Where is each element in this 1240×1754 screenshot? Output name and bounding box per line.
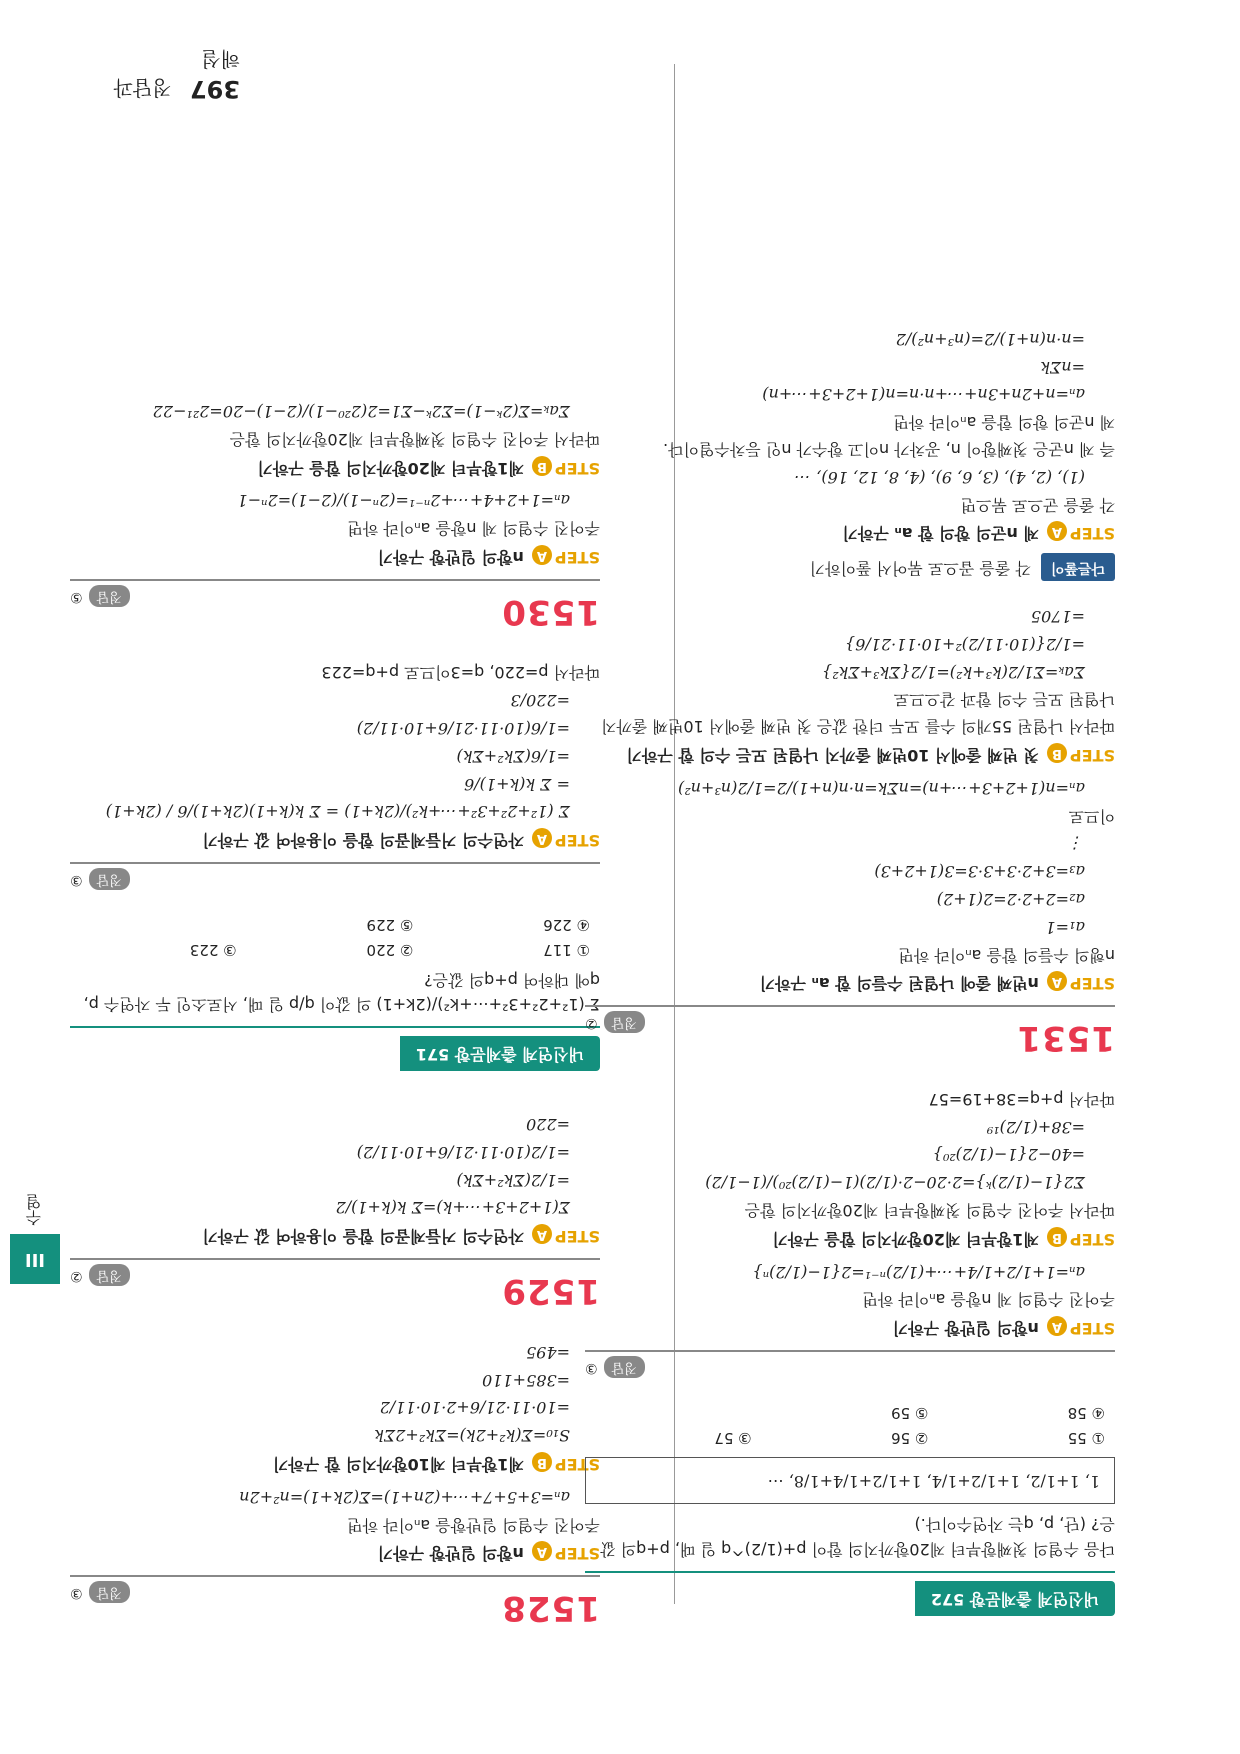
problem-1529	[70, 1111, 600, 1317]
solution-line: 나열된 모든 수의 합과 같으므로	[893, 690, 1115, 710]
solution-line: 따라서 주어진 수열의 첫째항부터 제20항까지의 합은	[744, 1200, 1115, 1220]
solution-line: =1705	[1030, 606, 1085, 626]
problem-1528	[70, 1339, 600, 1634]
solution-line: 주어진 수열의 제 n항을 aₙ이라 하면	[862, 1290, 1115, 1310]
page-number: 397	[189, 75, 240, 103]
solution-line: =n·n(n+1)/2=(n³+n²)/2	[895, 329, 1085, 349]
solution-line: 즉 제 n군은 첫째항이 n, 공차가 n이고 항수가 n인 등차수열이다.	[663, 440, 1115, 460]
alternative-solution	[585, 326, 1115, 581]
step-a: STEPAn번째 줄에 나열된 수들의 합 aₙ 구하기	[585, 971, 1115, 996]
problem-number: 1528	[501, 1588, 600, 1628]
page-header	[90, 46, 240, 104]
step-a: STEPA제 n군의 항의 합 aₙ 구하기	[585, 521, 1115, 546]
solution-line: aₙ=n+2n+3n+⋯+n·n=n(1+2+3+⋯+n)	[762, 385, 1085, 405]
problem-header	[70, 862, 600, 890]
step-a: STEPA자연수의 거듭제곱의 합을 이용하여 값 구하기	[70, 827, 600, 852]
solution-line: =220	[526, 1115, 570, 1135]
solution-line: =385+110	[482, 1370, 570, 1390]
solution-line: Σaₖ=Σ1/2(k³+k²)=1/2{Σk³+Σk²}	[821, 662, 1085, 682]
step-b: STEPB첫 번째 줄에서 10번째 줄까지 나열된 모든 수의 합 구하기	[585, 742, 1115, 767]
solution-line: Σ(1+2+3+⋯+k)=Σ k(k+1)/2	[335, 1198, 570, 1218]
step-b: STEPB제1항부터 제10항까지의 합 구하기	[70, 1451, 600, 1476]
solution-line: 따라서 p=220, q=3이므로 p+q=223	[321, 663, 600, 683]
answer: 정답②	[585, 1011, 645, 1033]
solution-line: 주어진 수열의 제 n항을 aₙ이라 하면	[347, 519, 600, 539]
linked-problem-banner: 내신연계 출제문항 572	[915, 1581, 1115, 1616]
choices	[70, 912, 590, 961]
step-a: STEPAn항의 일반항 구하기	[585, 1315, 1115, 1340]
choice: ⑤ 59	[891, 1403, 929, 1422]
problem-1531	[585, 603, 1115, 1064]
problem-1530	[70, 398, 600, 637]
solution-line: 따라서 p+q=38+19=57	[928, 1089, 1115, 1109]
answer: 정답②	[70, 1264, 130, 1286]
solution-line: =1/6(10·11·21/6+10·11/2)	[356, 719, 570, 739]
solution-line: a₂=2+2·2=2(1+2)	[936, 889, 1085, 909]
solution-line: =38+(1/2)¹⁹	[986, 1117, 1085, 1137]
solution-line: Σaₖ=Σ(2ᵏ−1)=Σ2ᵏ−Σ1=2(2²⁰−1)/(2−1)−20=2²¹−22	[152, 401, 570, 421]
solution-line: =1/2(10·11·21/6+10·11/2)	[356, 1142, 570, 1162]
problem-number: 1529	[501, 1270, 600, 1311]
solution-line: Σ (1²+2²+3²+⋯+k²)/(2k+1) = Σ k(k+1)(2k+1)/6 / (2k+1)	[105, 802, 570, 822]
solution-line: aₙ=n(1+2+3+⋯+n)=nΣk=n·n(n+1)/2=1/2(n³+n²)	[678, 778, 1085, 798]
solution-line: 각 줄을 군으로 묶으면	[960, 495, 1115, 515]
choice: ③ 223	[189, 940, 237, 959]
solution-line: Σ2{1−(1/2)ᵏ}=2·20−2·(1/2)(1−(1/2)²⁰)/(1−1/2)	[705, 1173, 1085, 1193]
answer: 정답⑤	[70, 585, 130, 607]
solution-line: =10·11·21/6+2·10·11/2	[379, 1398, 570, 1418]
choice: ② 220	[366, 940, 414, 959]
step-b: STEPB제1항부터 제20항까지의 합을 구하기	[70, 455, 600, 480]
solution-line: 따라서 주어진 수열의 첫째항부터 제20항까지의 합은	[229, 429, 600, 449]
solution-line: 제 n군의 항의 합을 aₙ이라 하면	[893, 413, 1115, 433]
step-b: STEPB제1항부터 제20항까지의 합을 구하기	[585, 1226, 1115, 1251]
chapter-number: III	[10, 1234, 60, 1284]
problem-header	[70, 579, 600, 638]
answer: 정답③	[70, 868, 130, 890]
linked-solution-572	[585, 1086, 1115, 1378]
choice: ⑤ 229	[366, 915, 414, 934]
solution-line: 주어진 수열의 일반항을 aₙ이라 하면	[347, 1515, 600, 1535]
section-title: 정답과 해설	[113, 47, 240, 100]
linked-problem-571	[70, 912, 600, 1089]
solution-line: ⋮	[1069, 834, 1085, 854]
solution-line: S₁₀=Σ(k²+2k)=Σk²+2Σk	[374, 1426, 570, 1446]
problem-header	[70, 1258, 600, 1317]
solution-line: aₙ=3+5+7+⋯+(2n+1)=Σ(2k+1)=n²+2n	[239, 1487, 570, 1507]
solution-line: aₙ=1+1/2+1/4+⋯+(1/2)ⁿ⁻¹=2{1−(1/2)ⁿ}	[752, 1262, 1085, 1282]
right-column	[70, 376, 600, 1634]
solution-line: =495	[526, 1342, 570, 1362]
chapter-tab	[0, 1154, 60, 1284]
problem-number: 1530	[501, 591, 600, 632]
linked-problem-572	[585, 1400, 1115, 1634]
choice: ④ 226	[543, 915, 590, 934]
step-a: STEPAn항의 일반항 구하기	[70, 544, 600, 569]
step-a: STEPAn항의 일반항 구하기	[70, 1541, 600, 1566]
choices	[585, 1400, 1105, 1449]
solution-line: =nΣk	[1040, 357, 1085, 377]
answer: 정답③	[70, 1581, 130, 1603]
left-column	[585, 304, 1115, 1634]
solution-line: 이므로	[1068, 806, 1115, 826]
problem-number: 1531	[1016, 1018, 1115, 1058]
alt-solution-tag: 다른풀이	[1041, 553, 1115, 581]
problem-header	[585, 1350, 1115, 1378]
problem-header	[585, 1005, 1115, 1064]
sequence-box: 1, 1+1/2, 1+1/2+1/4, 1+1/2+1/4+1/8, ⋯	[585, 1457, 1115, 1504]
solution-line: =1/6(Σk²+Σk)	[456, 746, 570, 766]
solution-line: =1/2(Σk²+Σk)	[456, 1170, 570, 1190]
solution-line: aₙ=1+2+4+⋯+2ⁿ⁻¹=(2ⁿ−1)/(2−1)=2ⁿ−1	[237, 491, 570, 511]
answer: 정답③	[585, 1356, 645, 1378]
solution-line: = Σ k(k+1)/6	[464, 774, 570, 794]
solution-line: n행의 수들의 합을 aₙ이라 하면	[898, 945, 1115, 965]
step-a: STEPA자연수의 거듭제곱의 합을 이용하여 값 구하기	[70, 1223, 600, 1248]
choice: ① 55	[1067, 1428, 1105, 1447]
choice: ① 117	[543, 940, 590, 959]
choice: ④ 58	[1067, 1403, 1105, 1422]
solution-line: =40−2{1−(1/2)²⁰}	[932, 1145, 1085, 1165]
choice: ③ 57	[714, 1428, 752, 1447]
chapter-name: 수열	[25, 1194, 44, 1226]
alt-solution-header	[585, 553, 1115, 581]
solution-line: a₃=3+2·3+3·3=3(1+2+3)	[874, 862, 1085, 882]
solution-line: (1), (2, 4), (3, 6, 9), (4, 8, 12, 16), ⋯	[795, 467, 1085, 487]
alt-solution-title: 각 줄을 곱으로 묶어서 풀이하기	[809, 558, 1031, 578]
problem-header	[70, 1575, 600, 1634]
question-text: Σ (1²+2²+3²+⋯+k²)/(2k+1) 의 값이 q/p 일 때, 서로소인 두 자연수 p, q에 대하여 p+q의 값은?	[83, 970, 600, 1015]
question-text: 다음 수열의 첫째항부터 제20항까지의 합이 p+(1/2)^q 일 때, p+q의 값은? (단, p, q는 자연수이다.)	[600, 1515, 1115, 1560]
linked-problem-banner: 내신연계 출제문항 571	[400, 1036, 600, 1071]
linked-solution-571	[70, 660, 600, 891]
solution-line: =1/2{(10·11/2)²+10·11·21/6}	[844, 634, 1085, 654]
solution-line: 따라서 나열된 55개의 수를 모두 더한 값은 첫 번째 줄에서 10번째 줄까지	[601, 717, 1115, 737]
solution-line: =220/3	[510, 691, 570, 711]
solution-line: a₁=1	[1045, 917, 1085, 937]
choice: ② 56	[891, 1428, 929, 1447]
